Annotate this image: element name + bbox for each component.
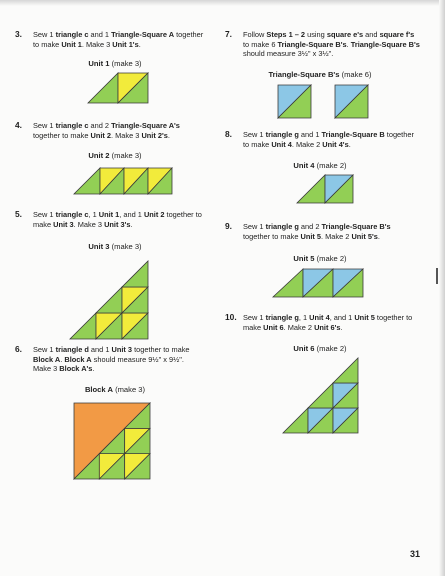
- triangle-c: [96, 287, 122, 313]
- unit-6-diagram: [283, 358, 358, 433]
- block-a-diagram: [74, 403, 150, 479]
- step-line: Make 3 Block A's.: [33, 364, 95, 374]
- step-number: 5.: [15, 209, 22, 219]
- step-text: [243, 30, 420, 59]
- caption-note: (make 3): [111, 59, 142, 68]
- step-text: [243, 313, 412, 332]
- step-line: together to make Unit 2. Make 3 Unit 2's.: [33, 130, 170, 140]
- caption-note: (make 2): [316, 161, 347, 170]
- caption-name: Block A: [84, 385, 113, 394]
- unit-4-diagram: [297, 175, 353, 205]
- unit-5-caption: [265, 254, 375, 263]
- caption-name: Unit 1: [88, 59, 110, 68]
- step-number: 8.: [225, 129, 232, 139]
- triangle-g: [297, 175, 325, 203]
- step-line: Follow Steps 1 – 2 using square e's and square f's: [243, 30, 415, 39]
- step-number: 7.: [225, 29, 232, 39]
- caption-note: (make 3): [111, 242, 142, 251]
- step-text: [33, 345, 190, 374]
- step-text: [33, 30, 203, 49]
- caption-name: Unit 2: [88, 151, 110, 160]
- unit-3-caption: [60, 242, 170, 251]
- step-line: Sew 1 triangle c and 2 Triangle-Square A's: [33, 121, 180, 130]
- step-number: 9.: [225, 221, 232, 231]
- unit-4-caption: [265, 161, 375, 170]
- step-number: 3.: [15, 29, 22, 39]
- caption-note: (make 6): [341, 70, 372, 79]
- triangle-g: [333, 358, 358, 383]
- unit-2-caption: [60, 151, 170, 160]
- unit-1-diagram: [88, 71, 148, 103]
- caption-note: (make 2): [316, 344, 347, 353]
- unit-5-diagram: [273, 269, 363, 299]
- ts-b-caption: [255, 70, 385, 79]
- triangle-g: [283, 408, 308, 433]
- unit-6-caption: [265, 344, 375, 353]
- page-number: 31: [410, 549, 421, 559]
- step-line: Sew 1 triangle c and 1 Triangle-Square A together: [33, 30, 204, 39]
- caption-note: (make 3): [115, 385, 146, 394]
- step-line: Sew 1 triangle g, 1 Unit 4, and 1 Unit 5 together to: [243, 313, 413, 322]
- step-line: make Unit 6. Make 2 Unit 6's.: [243, 322, 343, 332]
- caption-note: (make 2): [316, 254, 347, 263]
- caption-name: Unit 3: [88, 242, 110, 251]
- step-text: [243, 130, 414, 149]
- triangle-c: [70, 313, 96, 339]
- scan-edge-top: [0, 0, 445, 6]
- step-text: [33, 210, 202, 229]
- caption-name: Unit 5: [293, 254, 315, 263]
- step-line: to make 6 Triangle-Square B's. Triangle-Square B's: [243, 39, 420, 49]
- triangle-c: [74, 168, 100, 194]
- step-line: to make Unit 1. Make 3 Unit 1's.: [33, 39, 141, 49]
- triangle-g: [308, 383, 333, 408]
- step-number: 10.: [225, 312, 237, 322]
- triangle-square-b: [335, 85, 368, 118]
- scan-edge-right: [439, 0, 445, 576]
- step-line: make Unit 3. Make 3 Unit 3's.: [33, 219, 133, 229]
- ts-b-diagram: [278, 85, 368, 118]
- triangle-g: [273, 269, 303, 297]
- triangle-c: [88, 73, 118, 103]
- unit-3-diagram: [70, 261, 148, 339]
- step-line: Sew 1 triangle g and 1 Triangle-Square B together: [243, 130, 414, 139]
- step-line: Sew 1 triangle g and 2 Triangle-Square B's: [243, 222, 391, 231]
- unit-1-caption: [60, 59, 170, 68]
- step-line: should measure 3½" x 3½".: [243, 49, 334, 59]
- step-line: Block A. Block A should measure 9½" x 9½".: [33, 354, 184, 364]
- binding-mark: [436, 268, 438, 284]
- step-line: Sew 1 triangle c, 1 Unit 1, and 1 Unit 2 together to: [33, 210, 202, 219]
- caption-name: Triangle-Square B's: [268, 70, 340, 79]
- unit-2-diagram: [74, 166, 174, 194]
- triangle-c: [122, 261, 148, 287]
- step-text: [243, 222, 391, 241]
- step-number: 4.: [15, 120, 22, 130]
- step-line: to make Unit 4. Make 2 Unit 4's.: [243, 139, 351, 149]
- caption-name: Unit 4: [293, 161, 315, 170]
- step-number: 6.: [15, 344, 22, 354]
- triangle-square-b: [278, 85, 311, 118]
- caption-note: (make 3): [111, 151, 142, 160]
- step-text: [33, 121, 180, 140]
- step-line: Sew 1 triangle d and 1 Unit 3 together to make: [33, 345, 190, 354]
- block-a-caption: [60, 385, 170, 394]
- step-line: together to make Unit 5. Make 2 Unit 5's.: [243, 231, 380, 241]
- caption-name: Unit 6: [293, 344, 315, 353]
